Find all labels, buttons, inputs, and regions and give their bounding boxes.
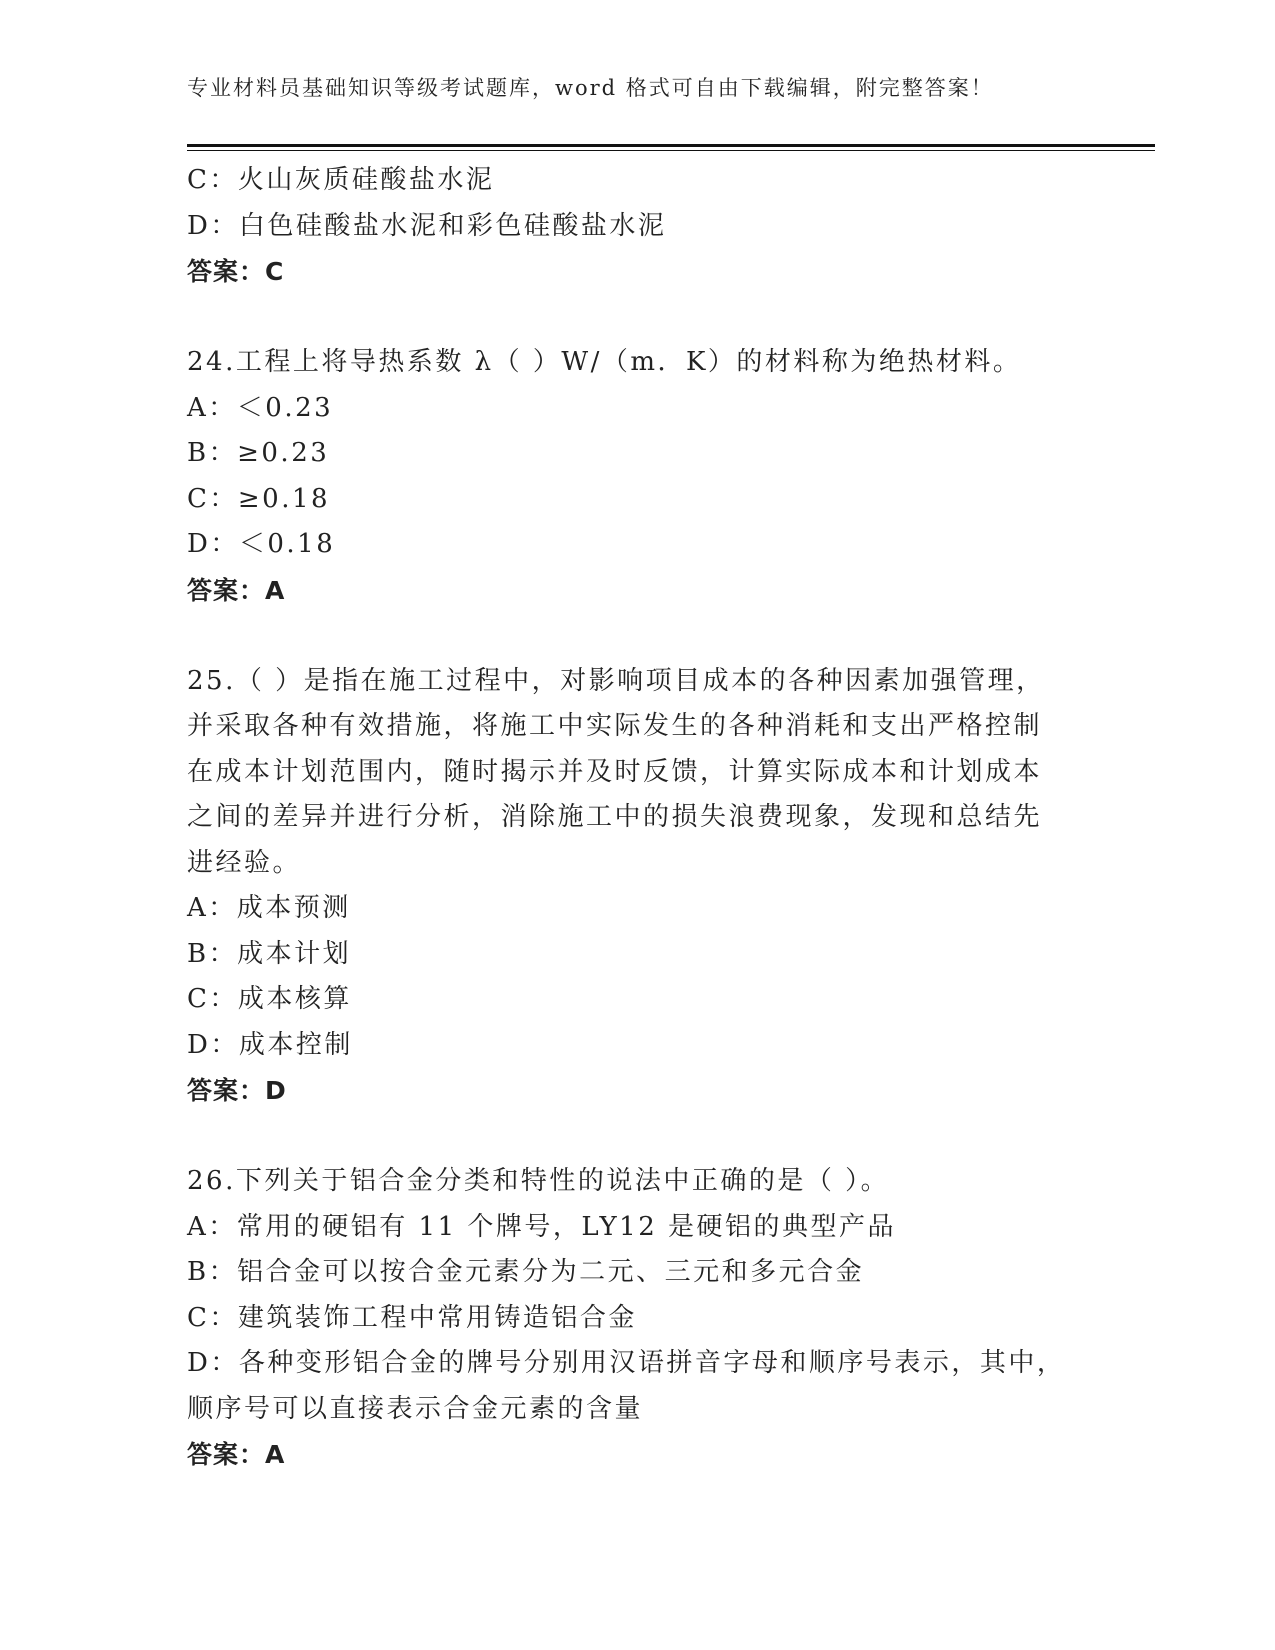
spacer [187,1114,1087,1160]
question-stem-line: 25.（ ）是指在施工过程中，对影响项目成本的各种因素加强管理， [187,665,1045,696]
spacer [187,613,1087,659]
header-rule-thick [187,144,1155,147]
question-26 [187,1159,1087,1478]
question-stem-line: 并采取各种有效措施，将施工中实际发生的各种消耗和支出严格控制 [187,711,1043,741]
document-body [187,158,1087,1478]
option-d: D：白色硅酸盐水泥和彩色硅酸盐水泥 [187,210,667,241]
option-b: B：≥0.23 [187,438,330,468]
spacer [187,295,1087,341]
question-stem: 24.工程上将导热系数 λ（ ）W/（m．K）的材料称为绝热材料。 [187,347,1022,377]
page-header: 专业材料员基础知识等级考试题库，word 格式可自由下载编辑，附完整答案！ [187,76,994,100]
option-a: A：常用的硬铝有 11 个牌号，LY12 是硬铝的典型产品 [187,1211,897,1242]
option-b: B：成本计划 [187,938,352,969]
option-c: C：≥0.18 [187,483,331,514]
option-d: D：成本控制 [187,1029,353,1060]
question-25 [187,659,1087,1114]
question-24 [187,340,1087,613]
answer: 答案：D [187,1076,287,1105]
question-stem: 26.下列关于铝合金分类和特性的说法中正确的是（ ）。 [187,1166,890,1196]
option-c: C：成本核算 [187,984,352,1014]
question-stem-line: 进经验。 [187,847,302,878]
question-stem-line: 在成本计划范围内，随时揭示并及时反馈，计算实际成本和计划成本 [187,756,1043,787]
answer: 答案：A [187,575,286,605]
option-c: C：建筑装饰工程中常用铸造铝合金 [187,1302,637,1333]
question-stem-line: 之间的差异并进行分析，消除施工中的损失浪费现象，发现和总结先 [187,802,1043,832]
answer: 答案：C [187,257,285,286]
option-a: A：成本预测 [187,893,351,923]
question-23-tail [187,158,1087,295]
option-a: A：＜0.23 [187,392,334,423]
option-b: B：铝合金可以按合金元素分为二元、三元和多元合金 [187,1257,865,1287]
option-d: D：各种变形铝合金的牌号分别用汉语拼音字母和顺序号表示，其中， [187,1348,1066,1378]
option-d: D：＜0.18 [187,529,336,559]
header-rule-thin [187,150,1155,151]
option-d-continued: 顺序号可以直接表示合金元素的含量 [187,1393,644,1424]
option-c: C：火山灰质硅酸盐水泥 [187,165,495,195]
answer: 答案：A [187,1440,286,1469]
